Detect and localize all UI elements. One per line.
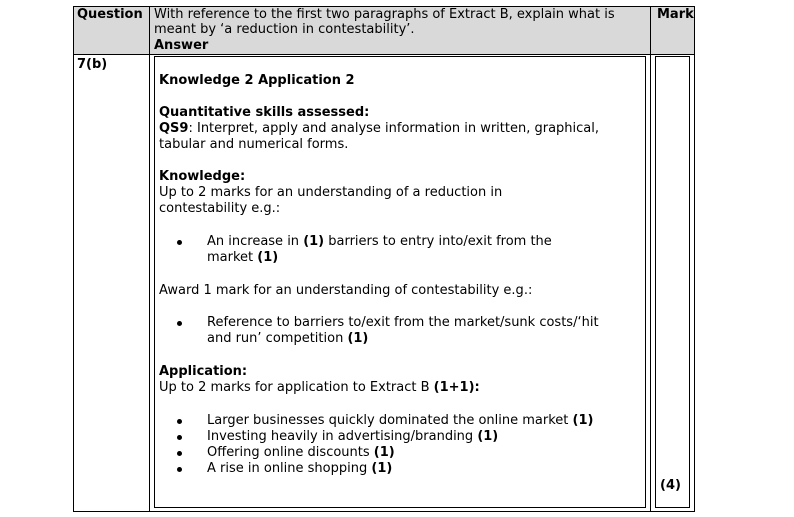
answer-box-right xyxy=(645,56,646,508)
knowledge-line2: contestability e.g.: xyxy=(159,201,281,216)
application-line xyxy=(159,380,480,396)
table-border-left xyxy=(73,6,74,512)
bullet-dot xyxy=(177,419,182,424)
mark-box-left xyxy=(655,56,656,508)
app-bullet xyxy=(207,461,392,477)
award-bullet-line2 xyxy=(207,331,368,347)
text-run: An increase in xyxy=(207,234,304,249)
question-number: 7(b) xyxy=(77,57,108,72)
header-row-divider xyxy=(73,54,695,55)
knowledge-application-heading: Knowledge 2 Application 2 xyxy=(159,73,355,88)
app-bullet xyxy=(207,445,395,461)
question-prompt-line2: meant by ‘a reduction in contestability’. xyxy=(154,22,415,37)
text-run: Offering online discounts xyxy=(207,445,374,460)
bullet-dot xyxy=(177,451,182,456)
mark-run: (1) xyxy=(347,331,369,346)
question-header: Question xyxy=(77,7,143,22)
mark-box-top xyxy=(655,56,690,57)
app-bullet xyxy=(207,413,593,429)
mark-run: (1) xyxy=(373,445,395,460)
bullet-dot xyxy=(177,240,182,245)
table-border-right xyxy=(694,6,695,512)
mark-run: (1) xyxy=(477,429,499,444)
mark-box-bottom xyxy=(655,507,690,508)
application-heading: Application: xyxy=(159,364,248,379)
qs-text: : Interpret, apply and analyse information in written, graphical, xyxy=(188,121,599,136)
knowledge-heading: Knowledge: xyxy=(159,169,246,184)
question-prompt-line1: With reference to the first two paragraphs of Extract B, explain what is xyxy=(154,7,615,22)
text-run: market xyxy=(207,250,258,265)
mark-run: (1+1): xyxy=(433,380,480,395)
qs-heading: Quantitative skills assessed: xyxy=(159,105,370,120)
mark-run: (1) xyxy=(303,234,325,249)
total-marks: (4) xyxy=(660,478,681,493)
answer-box-bottom xyxy=(154,507,646,508)
text-run: Up to 2 marks for application to Extract B xyxy=(159,380,434,395)
bullet-dot xyxy=(177,467,182,472)
mark-run: (1) xyxy=(257,250,279,265)
app-bullet xyxy=(207,429,498,445)
qs-line1 xyxy=(159,121,599,137)
answer-box-top xyxy=(154,56,646,57)
table-border-bottom xyxy=(73,511,695,512)
column-divider-1 xyxy=(149,6,150,512)
bullet-dot xyxy=(177,435,182,440)
text-run: barriers to entry into/exit from the xyxy=(324,234,552,249)
qs-code: QS9 xyxy=(159,121,189,136)
award-bullet-line1: Reference to barriers to/exit from the market/sunk costs/‘hit xyxy=(207,315,599,330)
answer-box-left xyxy=(154,56,155,508)
mark-scheme-table xyxy=(73,6,695,512)
text-run: Investing heavily in advertising/branding xyxy=(207,429,478,444)
text-run: Larger businesses quickly dominated the online market xyxy=(207,413,573,428)
knowledge-bullet-line1 xyxy=(207,234,552,250)
mark-run: (1) xyxy=(371,461,393,476)
mark-header: Mark xyxy=(657,7,694,22)
knowledge-bullet-line2 xyxy=(207,250,278,266)
text-run: A rise in online shopping xyxy=(207,461,372,476)
knowledge-line1: Up to 2 marks for an understanding of a reduction in xyxy=(159,185,503,200)
mark-run: (1) xyxy=(572,413,594,428)
award-line: Award 1 mark for an understanding of contestability e.g.: xyxy=(159,283,533,298)
mark-box-right xyxy=(689,56,690,508)
bullet-dot xyxy=(177,321,182,326)
answer-header: Answer xyxy=(154,38,209,53)
column-divider-2 xyxy=(650,6,651,512)
qs-line2: tabular and numerical forms. xyxy=(159,137,349,152)
text-run: and run’ competition xyxy=(207,331,348,346)
